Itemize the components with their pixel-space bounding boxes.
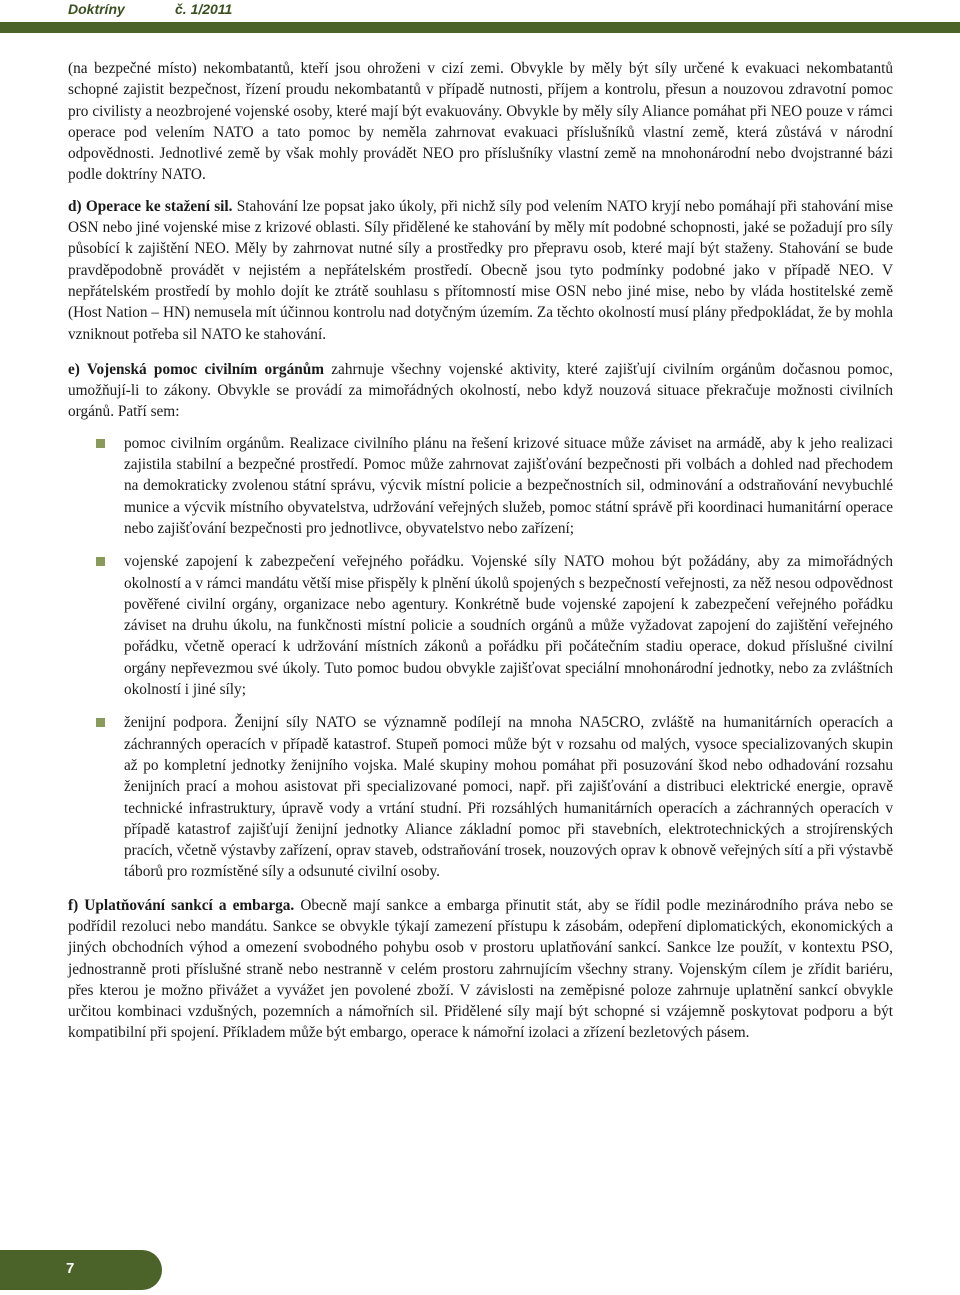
running-header xyxy=(0,0,960,22)
issue-number: č. 1/2011 xyxy=(175,1,233,17)
list-item xyxy=(68,551,893,700)
section-e-paragraph xyxy=(68,359,893,423)
section-f-paragraph xyxy=(68,895,893,1044)
list-item-text: vojenské zapojení k zabezpečení veřejného pořádku. Vojenské síly NATO mohou být požádány, aby za mimořádných okolností a v rámci mandátu větší mise přispěly k plnění úkolů spojených s bezpečností veřejnosti, za něž nesou odpovědnost pověřené civilní orgány, organizace nebo agentury. Konkrétně bude vojenské zapojení k zabezpečení veřejného pořádku záviset na druhu úkolu, na funkčnosti místní policie a soudních orgánů a může vyžadovat zapojení do zajištění veřejného pořádku, včetně operací k udržování místních zákonů a pořádku při počátečním stadiu operace, dokud příslušné civilní orgány nepřevezmou své úkoly. Tuto pomoc budou obvykle zajišťovat speciální mnohonárodní jednotky, nebo za zvláštních okolností i jiné síly; xyxy=(124,553,893,699)
section-d-paragraph xyxy=(68,196,893,345)
list-item xyxy=(68,433,893,539)
section-e-heading: Vojenská pomoc civilním orgánům xyxy=(86,360,324,378)
section-f-text: Obecně mají sankce a embarga přinutit stát, aby se řídil podle mezinárodního práva nebo se podřídil rezoluci nebo mandátu. Sankce se obvykle týkají zamezení přístupu k zásobám, odepření diplomatických, ekonomických a jiných obchodních výhod a omezení svobodného pohybu osob v prostoru uplatňování sankcí. Sankce lze použít, v kontextu PSO, jednostranně proti příslušné straně nebo nestranně v celém prostoru zahrnujícím všechny strany. Vojenským cílem je zřídit bariéru, přes kterou je možno přivážet a vyvážet jen povolené zboží. V závislosti na zeměpisné poloze zahrnuje uplatnění sankcí obvykle určitou kombinaci vzdušných, pozemních a námořních sil. Přidělené síly mají být schopné si vzájemně poskytovat podporu a být kompatibilní při spojení. Příkladem může být embargo, operace k námořní izolaci a zřízení bezletových pásem. xyxy=(68,896,893,1042)
section-d-text: Stahování lze popsat jako úkoly, při nichž síly pod velením NATO kryjí nebo pomáhají při stahování mise OSN nebo jiné vojenské mise z krizové oblasti. Síly přidělené ke stahování by měly mít podobné schopnosti, jaké se požadují pro síly působící k zajištění NEO. Měly by zahrnovat nutné síly a prostředky pro přepravu osob, které mají být staženy. Stahování se bude pravděpodobně provádět v nejistém a nepřátelském prostředí. Obecně jsou tyto podmínky podobné jako v případě NEO. V nepřátelském prostředí by mohlo dojít ke ztrátě souhlasu s přítomností mise OSN nebo jiné mise, nebo by vláda hostitelské země (Host Nation – HN) nemusela mít účinnou kontrolu nad dotyčným územím. Za těchto okolností musí plány předpokládat, že by mohla vzniknout potřeba sil NATO ke stahování. xyxy=(68,197,894,343)
square-bullet-icon xyxy=(96,718,105,727)
page-number-tab xyxy=(0,1250,162,1290)
section-e-text: zahrnuje všechny vojenské aktivity, které zajišťují civilním orgánům dočasnou pomoc, umožňují-li to zákony. Obvykle se provádí za mimořádných okolností, nebo když nouzová situace překračuje možnosti civilních orgánů. Patří sem: xyxy=(68,360,893,421)
page-body xyxy=(68,58,893,1044)
journal-title: Doktríny xyxy=(68,1,125,17)
list-item-text: pomoc civilním orgánům. Realizace civilního plánu na řešení krizové situace může záviset na armádě, aby k jeho realizaci zajistila stabilní a bezpečné prostředí. Pomoc může zahrnovat zajišťování bezpečnosti při volbách a dohled nad přechodem na demokraticky zvolenou státní správu, výcvik místní policie a bezpečnostních sil, odminování a odstraňování nevybuchlé munice a výcvik místního obyvatelstva, udržování veřejných služeb, pomoc státní správě při koordinaci humanitární operace nebo zajišťování bezpečnosti pro jednotlivce, obyvatelstvo nebo zařízení; xyxy=(124,434,893,537)
section-d-heading: d) Operace ke stažení sil. xyxy=(68,197,233,215)
header-bar xyxy=(0,22,960,33)
list-item xyxy=(68,712,893,882)
intro-paragraph: (na bezpečné místo) nekombatantů, kteří jsou ohroženi v cizí zemi. Obvykle by měly být síly určené k evakuaci nekombatantů schopné zajistit bezpečnost, řízení proudu nekombatantů v případě nutnosti, příjem a kontrolu, přesun a nouzovou zdravotní pomoc pro civilisty a neozbrojené vojenské osoby, které mají být evakuovány. Obvykle by měly síly Aliance pomáhat při NEO pouze v rámci operace pod velením NATO a tato pomoc by neměla zahrnovat evakuaci příslušníků vlastní země, která zůstává v národní odpovědnosti. Jednotlivé země by však mohly provádět NEO pro příslušníky vlastní země na mnohonárodní nebo dvojstranné bázi podle doktríny NATO. xyxy=(68,60,893,184)
section-e-bullet-list xyxy=(68,433,893,883)
section-e-prefix: e) xyxy=(68,360,87,378)
list-item-text: ženijní podpora. Ženijní síly NATO se významně podílejí na mnoha NA5CRO, zvláště na humanitárních operacích a záchranných operacích v případě katastrof. Stupeň pomoci může být v rozsahu od malých, vysoce specializovaných skupin až po kompletní jednotky ženijního vojska. Malé skupiny mohou pomáhat při posuzování škod nebo odhadování rozsahu ženijních prací a mohou asistovat při specializované pomoci, např. při zajišťování a distribuci elektrické energie, opravě technické infrastruktury, úpravě vody a vrtání studní. Při rozsáhlých humanitárních operacích a záchranných operacích v případě katastrof zajišťují ženijní jednotky Aliance základní pomoc při stavebních, elektrotechnických a strojírenských pracích, včetně výstavby zařízení, oprav staveb, odstraňování trosek, nouzových oprav k obnově veřejných sítí a při výstavbě táborů pro rozmístěné síly a odsunuté civilní osoby. xyxy=(124,714,893,881)
section-f-heading: f) Uplatňování sankcí a embarga. xyxy=(68,896,295,914)
square-bullet-icon xyxy=(96,439,105,448)
page-number: 7 xyxy=(66,1260,75,1277)
square-bullet-icon xyxy=(96,557,105,566)
